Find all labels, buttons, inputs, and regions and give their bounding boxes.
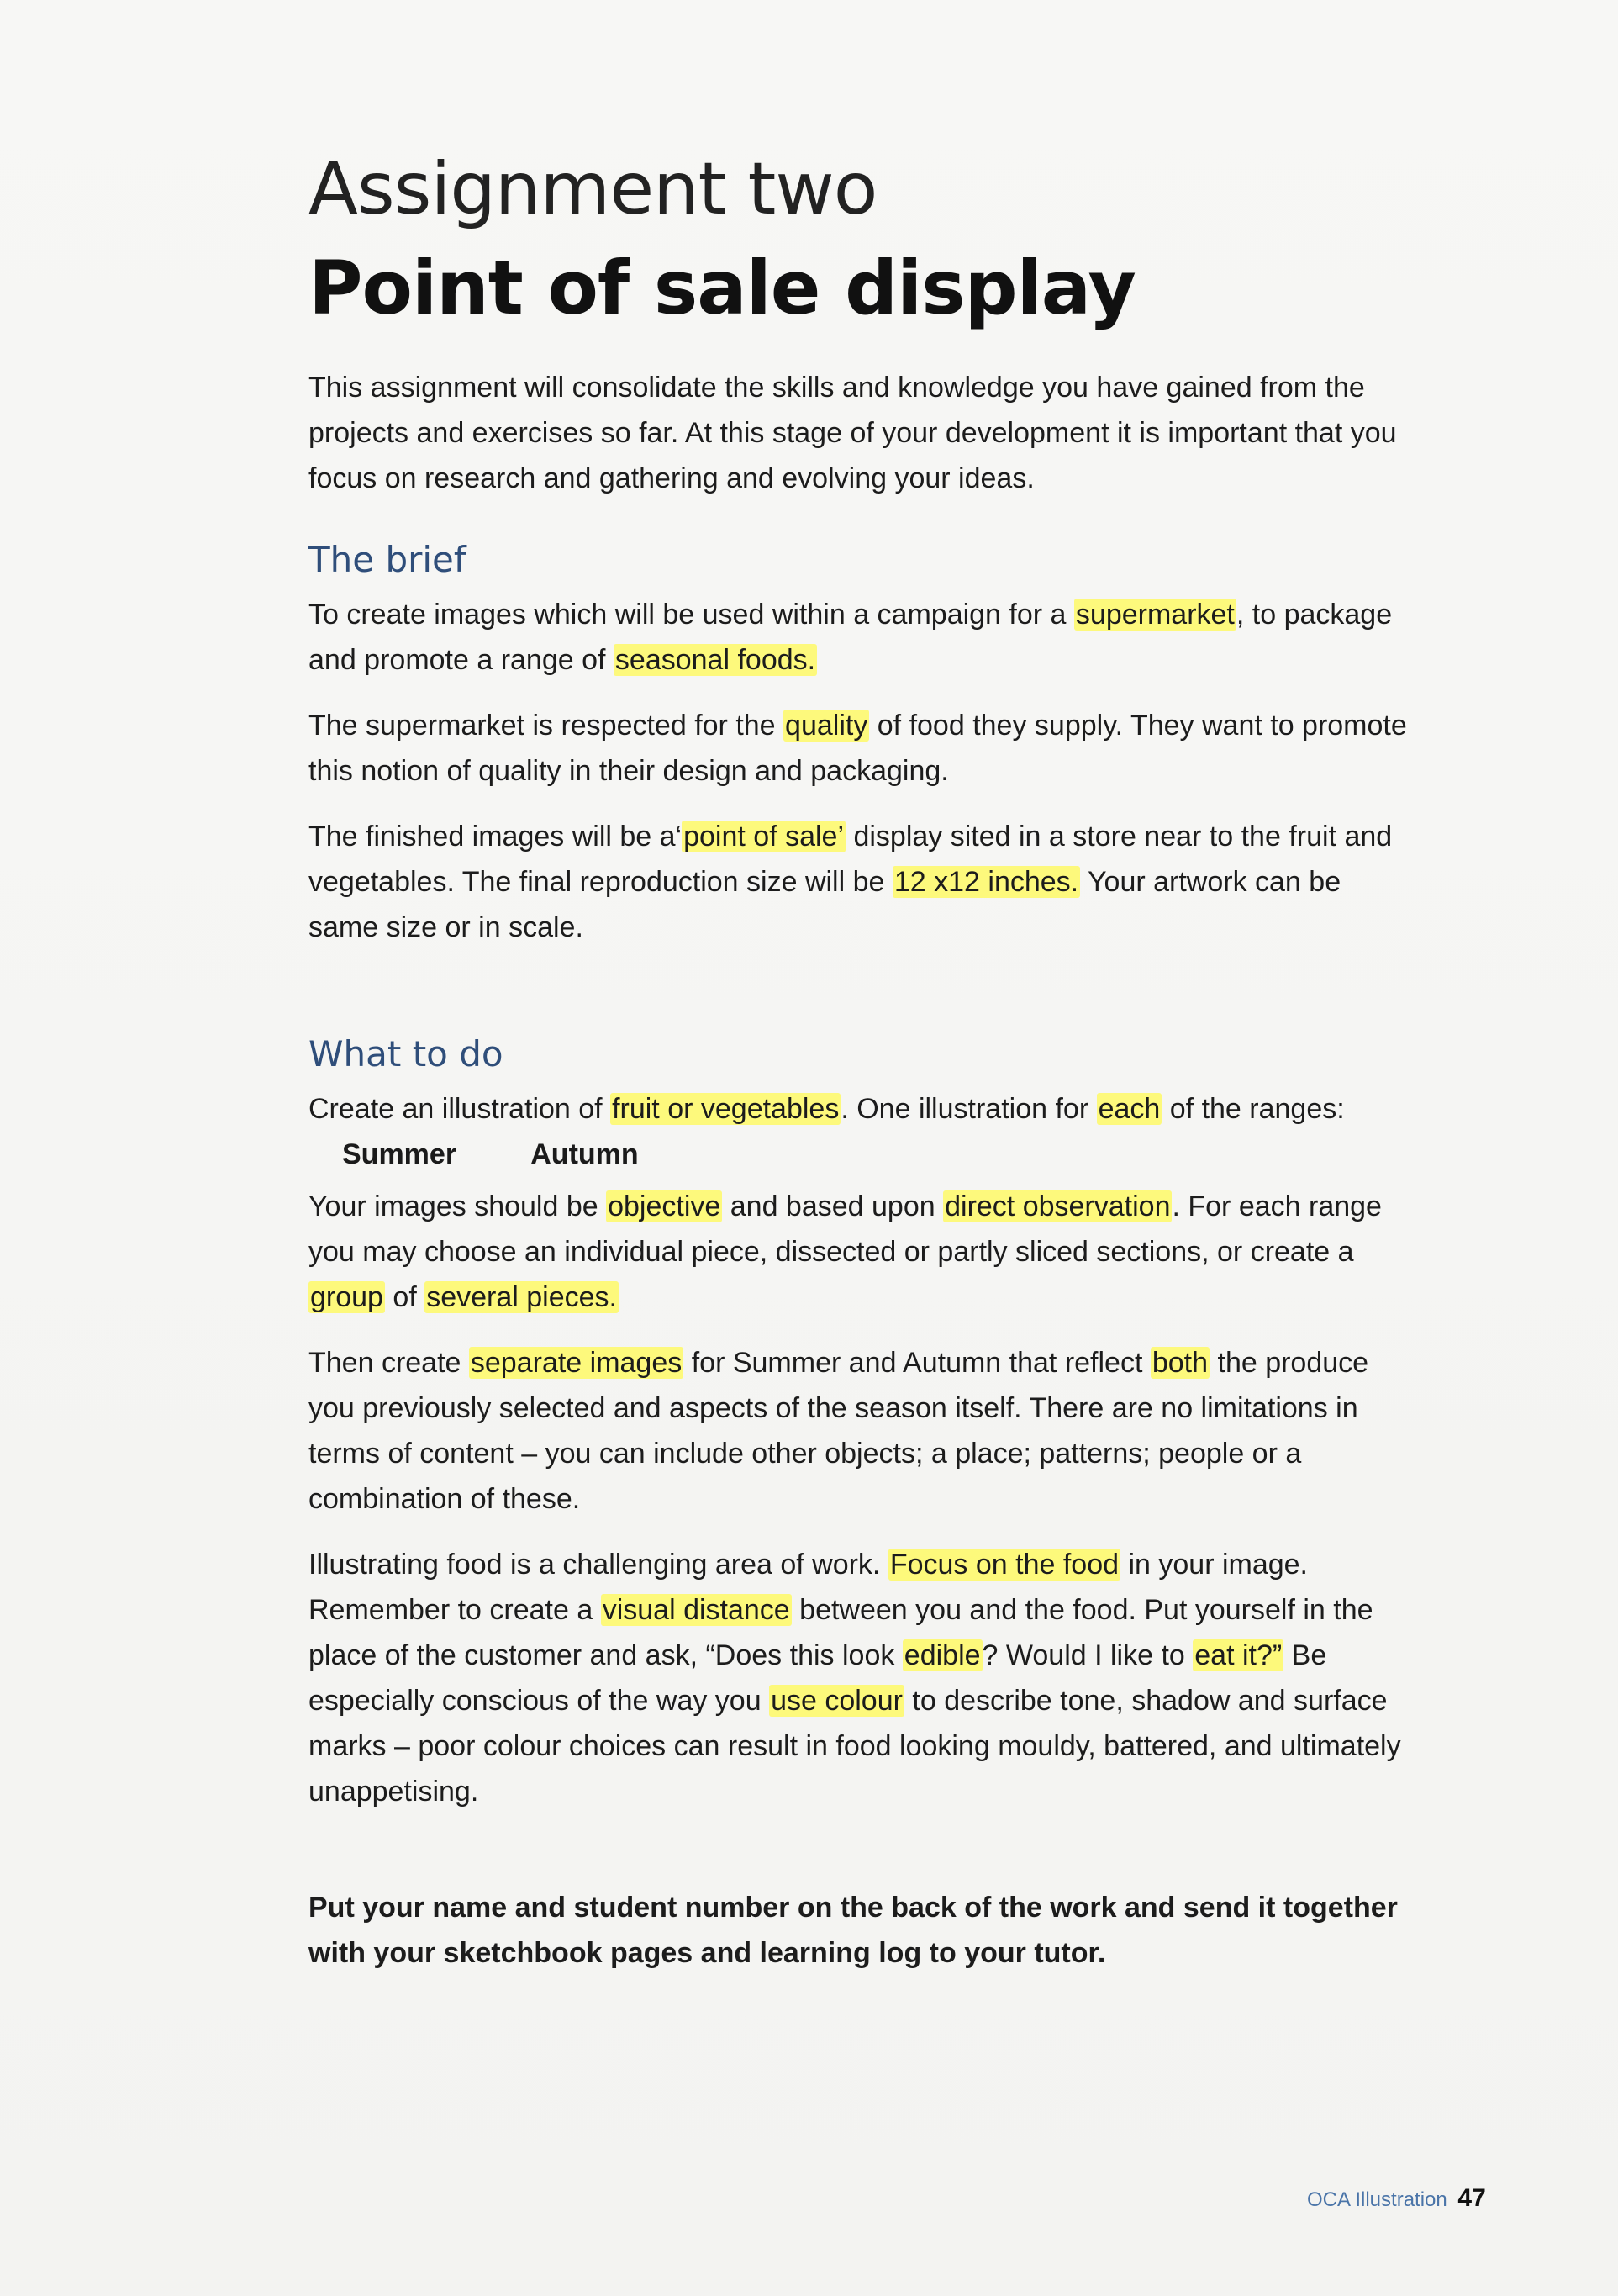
highlight: objective xyxy=(608,1190,721,1222)
highlight: visual distance xyxy=(602,1594,790,1626)
brief-paragraph-3 xyxy=(308,814,1418,950)
brief-heading: The brief xyxy=(308,539,466,580)
highlight: group xyxy=(310,1281,383,1313)
highlight: 12 x12 inches. xyxy=(893,866,1079,898)
text-run: , to package and promote a range of xyxy=(308,599,1393,676)
text-run: for Summer and Autumn that reflect xyxy=(683,1347,1151,1379)
text-run: Illustrating food is a challenging area of work. xyxy=(308,1549,888,1581)
text-run: to describe tone, shadow and surface marks – poor colour choices can result in food looking mouldy, battered, and ultimately unappetising. xyxy=(308,1685,1401,1808)
text-run: Be especially conscious of the way you xyxy=(308,1639,1327,1717)
text-run: To create images which will be used within a campaign for a xyxy=(308,599,1074,631)
highlight: each xyxy=(1098,1093,1161,1125)
highlight: seasonal foods. xyxy=(614,644,816,676)
page-content xyxy=(308,143,1418,1976)
text-run: display sited in a store near to the fruit and vegetables. The final reproduction size will be xyxy=(308,821,1393,898)
closing-instruction: Put your name and student number on the back of the work and send it together with your sketchbook pages and learning log to your tutor. xyxy=(308,1892,1398,1969)
intro-paragraph: This assignment will consolidate the skills and knowledge you have gained from the projects and exercises so far. At this stage of your development it is important that you focus on research and gathering and evolving your ideas. xyxy=(308,372,1397,494)
text-run: The supermarket is respected for the xyxy=(308,710,784,742)
range-autumn: Autumn xyxy=(530,1138,639,1170)
text-run: ? Would I like to xyxy=(982,1639,1194,1671)
text-run: between you and the food. Put yourself in the place of the customer and ask, “Does this look xyxy=(308,1594,1373,1671)
footer-series-name: OCA Illustration xyxy=(1307,2188,1447,2211)
text-run: Create an illustration of xyxy=(308,1093,611,1125)
highlight: Focus on the food xyxy=(889,1549,1120,1581)
highlight: both xyxy=(1152,1347,1209,1379)
brief-paragraph-2 xyxy=(308,703,1418,794)
page-footer xyxy=(1307,2182,1486,2217)
text-run: Your artwork can be same size or in scale. xyxy=(308,866,1341,943)
highlight: several pieces. xyxy=(426,1281,617,1313)
highlight: edible xyxy=(904,1639,981,1671)
text-run: in your image. Remember to create a xyxy=(308,1549,1309,1626)
text-run: . One illustration for xyxy=(841,1093,1097,1125)
assignment-kicker: Assignment two xyxy=(308,147,878,231)
highlight: separate images xyxy=(470,1347,683,1379)
highlight: fruit or vegetables xyxy=(612,1093,840,1125)
section-spacer xyxy=(308,970,1418,1029)
text-run: The finished images will be a‘ xyxy=(308,821,683,852)
text-run: Then create xyxy=(308,1347,469,1379)
what-paragraph-2 xyxy=(308,1184,1418,1320)
page-title: Point of sale display xyxy=(308,245,1136,331)
what-paragraph-3 xyxy=(308,1340,1418,1522)
what-paragraph-4 xyxy=(308,1542,1418,1814)
what-paragraph-1 xyxy=(308,1086,1418,1132)
text-run: and based upon xyxy=(722,1190,944,1222)
highlight: quality xyxy=(785,710,868,742)
highlight: direct observation xyxy=(945,1190,1171,1222)
season-ranges xyxy=(342,1132,1418,1177)
text-run: of xyxy=(384,1281,425,1313)
what-to-do-heading: What to do xyxy=(308,1033,503,1074)
highlight: eat it?” xyxy=(1194,1639,1283,1671)
text-run: the produce you previously selected and aspects of the season itself. There are no limitations in terms of content – you can include other objects; a place; patterns; people or a combination of these. xyxy=(308,1347,1369,1515)
highlight: point of sale’ xyxy=(683,821,845,852)
brief-paragraph-1 xyxy=(308,592,1418,683)
text-run: of the ranges: xyxy=(1162,1093,1345,1125)
page-number: 47 xyxy=(1457,2184,1486,2212)
text-run: of food they supply. They want to promote this notion of quality in their design and packaging. xyxy=(308,710,1407,787)
highlight: supermarket xyxy=(1075,599,1235,631)
highlight: use colour xyxy=(771,1685,903,1717)
text-run: Your images should be xyxy=(308,1190,607,1222)
range-summer: Summer xyxy=(342,1138,457,1170)
text-run: . For each range you may choose an individual piece, dissected or partly sliced sections, or create a xyxy=(308,1190,1382,1268)
